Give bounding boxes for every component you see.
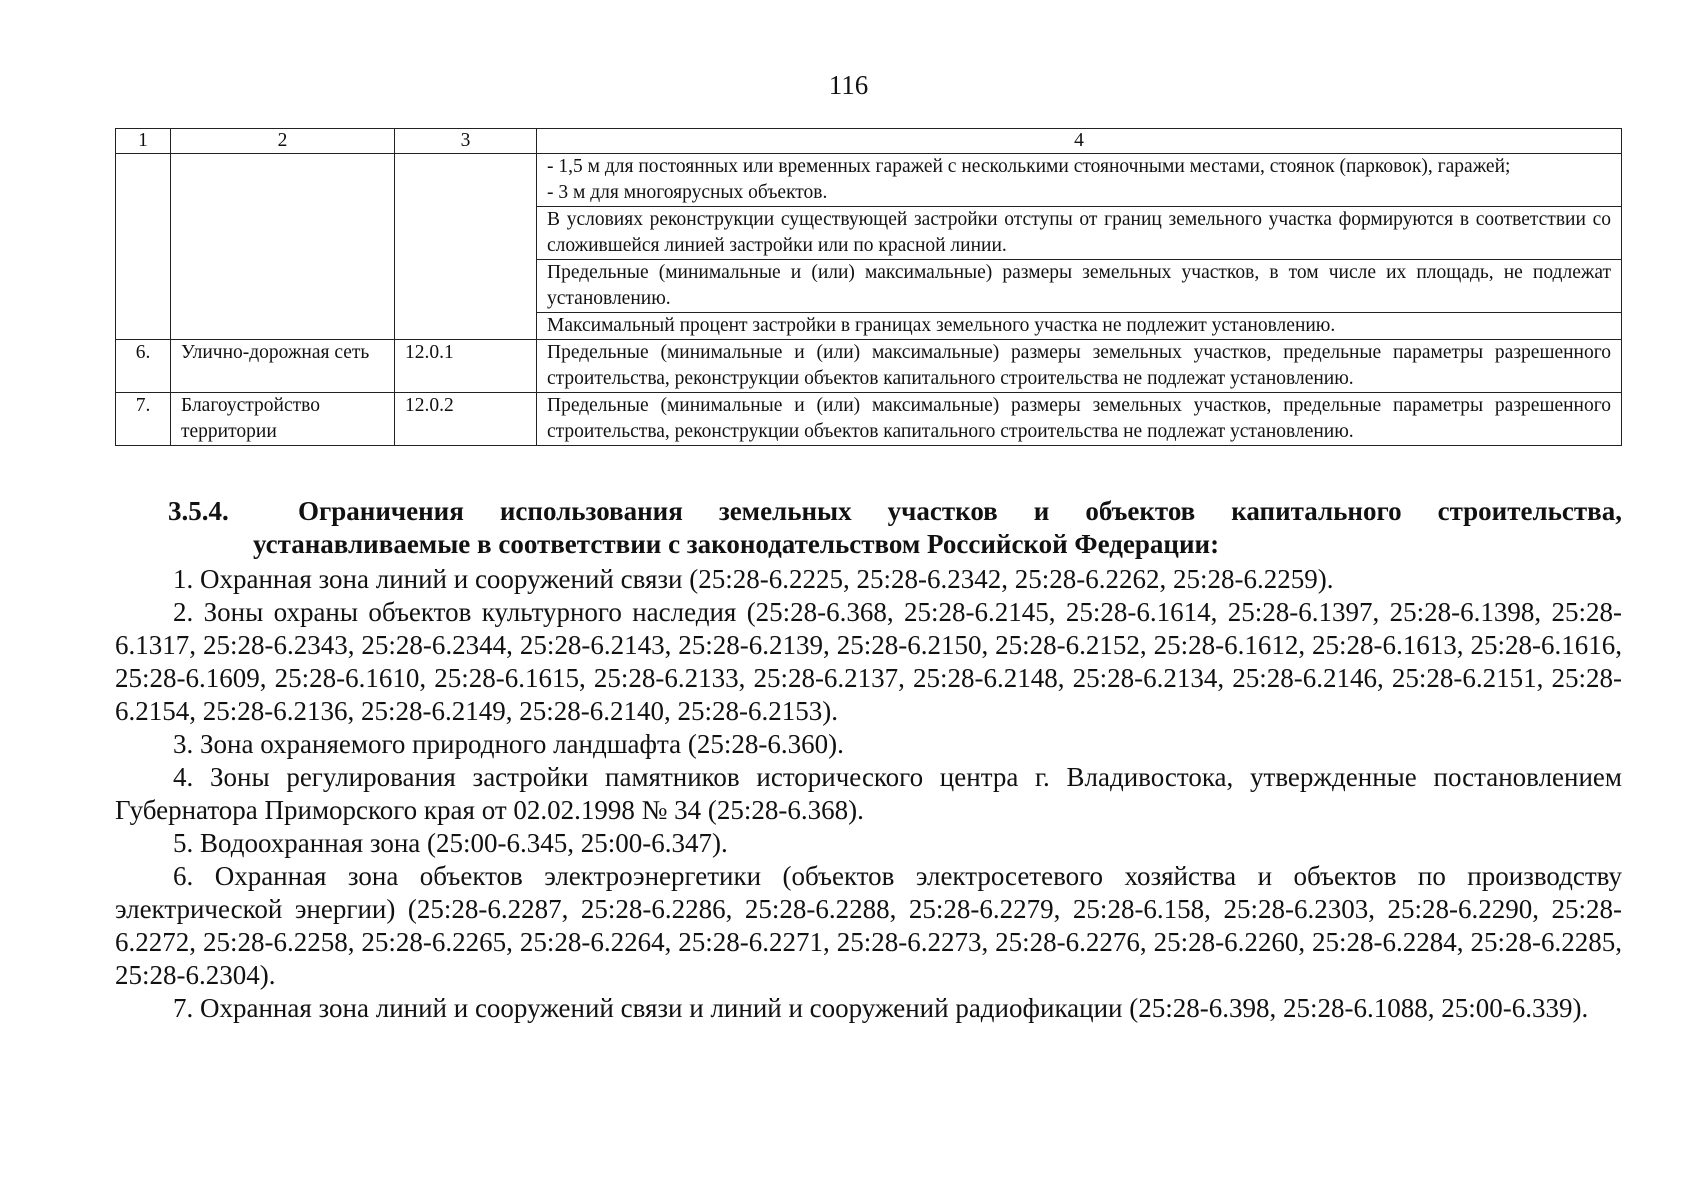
- list-item: 3. Зона охраняемого природного ландшафта (25:28-6.360).: [173, 729, 844, 759]
- table-row: [116, 154, 1622, 207]
- list-item: 7. Охранная зона линий и сооружений связи и линий и сооружений радиофикации (25:28-6.398, 25:28-6.1088, 25:00-6.339).: [173, 993, 1589, 1023]
- row-code: 12.0.2: [395, 393, 537, 446]
- list-item: 2. Зоны охраны объектов культурного наследия (25:28-6.368, 25:28-6.2145, 25:28-6.1614, 25:28-6.1397, 25:28-6.1398, 25:28-6.1317, 25:28-6.2343, 25:28-6.2344, 25:28-6.2143, 25:28-6.2139, 25:28-6.2150, 25:28-6.2152, 25:28-6.1612, 25:28-6.1613, 25:28-6.1616, 25:28-6.1609, 25:28-6.1610, 25:28-6.1615, 25:28-6.2133, 25:28-6.2137, 25:28-6.2148, 25:28-6.2134, 25:28-6.2146, 25:28-6.2151, 25:28-6.2154, 25:28-6.2136, 25:28-6.2149, 25:28-6.2140, 25:28-6.2153).: [115, 597, 1622, 726]
- section-title: Ограничения использования земельных участков и объектов капитального строительства, устанавливаемые в соответствии с законодательством Российской Федерации:: [253, 496, 1622, 559]
- row-name: Благоустройство территории: [171, 393, 395, 446]
- list-item: 4. Зоны регулирования застройки памятников исторического центра г. Владивостока, утвержденные постановлением Губернатора Приморского края от 02.02.1998 № 34 (25:28-6.368).: [115, 762, 1622, 825]
- empty-cell: [395, 154, 537, 340]
- header-cell: 2: [171, 129, 395, 154]
- table-row: [116, 340, 1622, 393]
- list-item: 1. Охранная зона линий и сооружений связи (25:28-6.2225, 25:28-6.2342, 25:28-6.2262, 25:28-6.2259).: [173, 564, 1334, 594]
- table-cell: Предельные (минимальные и (или) максимальные) размеры земельных участков, в том числе их площадь, не подлежат установлению.: [537, 260, 1622, 313]
- row-text: Предельные (минимальные и (или) максимальные) размеры земельных участков, предельные параметры разрешенного строительства, реконструкции объектов капитального строительства не подлежат установлению.: [537, 393, 1622, 446]
- row-number: 7.: [116, 393, 171, 446]
- page-number: 116: [828, 70, 869, 100]
- empty-cell: [116, 154, 171, 340]
- cell-line: - 1,5 м для постоянных или временных гаражей с несколькими стояночными местами, стоянок (парковок), гаражей;: [547, 156, 1511, 177]
- list-item: 6. Охранная зона объектов электроэнергетики (объектов электросетевого хозяйства и объектов по производству электрической энергии) (25:28-6.2287, 25:28-6.2286, 25:28-6.2288, 25:28-6.2279, 25:28-6.158, 25:28-6.2303, 25:28-6.2290, 25:28-6.2272, 25:28-6.2258, 25:28-6.2265, 25:28-6.2264, 25:28-6.2271, 25:28-6.2273, 25:28-6.2276, 25:28-6.2260, 25:28-6.2284, 25:28-6.2285, 25:28-6.2304).: [115, 861, 1622, 990]
- table-header-row: [116, 129, 1622, 154]
- section-number: 3.5.4.: [168, 496, 229, 526]
- table-cell: [537, 154, 1622, 207]
- header-cell: 1: [116, 129, 171, 154]
- row-code: 12.0.1: [395, 340, 537, 393]
- header-cell: 4: [537, 129, 1622, 154]
- row-number: 6.: [116, 340, 171, 393]
- table-cell: Максимальный процент застройки в границах земельного участка не подлежит установлению.: [537, 313, 1622, 340]
- empty-cell: [171, 154, 395, 340]
- table-row: [116, 393, 1622, 446]
- restrictions-section: [115, 495, 1622, 1025]
- row-name: Улично-дорожная сеть: [171, 340, 395, 393]
- list-item: 5. Водоохранная зона (25:00-6.345, 25:00-6.347).: [173, 828, 728, 858]
- header-cell: 3: [395, 129, 537, 154]
- section-heading: [115, 495, 1622, 561]
- zoning-table: [115, 128, 1622, 446]
- cell-line: - 3 м для многоярусных объектов.: [547, 182, 828, 203]
- row-text: Предельные (минимальные и (или) максимальные) размеры земельных участков, предельные параметры разрешенного строительства, реконструкции объектов капитального строительства не подлежат установлению.: [537, 340, 1622, 393]
- table-cell: В условиях реконструкции существующей застройки отступы от границ земельного участка формируются в соответствии со сложившейся линией застройки или по красной линии.: [537, 207, 1622, 260]
